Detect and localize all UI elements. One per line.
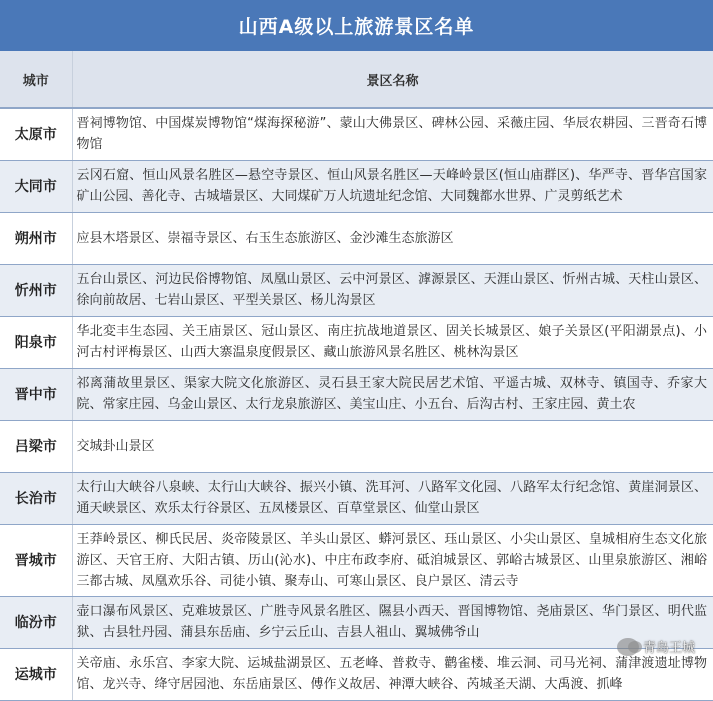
table-row bbox=[0, 420, 713, 472]
city-cell: 长治市 bbox=[0, 472, 72, 524]
city-cell: 晋中市 bbox=[0, 368, 72, 420]
spots-cell: 华北変丰生态园、关王庙景区、冠山景区、南庄抗战地道景区、固关长城景区、娘子关景区(平阳湖景点)、小河古村评梅景区、山西大寨温泉度假景区、藏山旅游风景名胜区、桃林沟景区 bbox=[72, 316, 713, 368]
wechat-icon bbox=[617, 638, 639, 656]
table-row bbox=[0, 160, 713, 212]
table-row bbox=[0, 212, 713, 264]
city-cell: 朔州市 bbox=[0, 212, 72, 264]
city-cell: 临汾市 bbox=[0, 596, 72, 648]
city-cell: 运城市 bbox=[0, 648, 72, 700]
spots-cell: 云冈石窟、恒山风景名胜区—悬空寺景区、恒山风景名胜区—天峰岭景区(恒山庙群区)、华严寺、晋华宫国家矿山公园、善化寺、古城墙景区、大同煤矿万人坑遗址纪念馆、大同魏都水世界、广灵剪纸艺术 bbox=[72, 160, 713, 212]
table-row bbox=[0, 596, 713, 648]
watermark-text: 青岛王城 bbox=[642, 641, 695, 656]
spots-cell: 壶口瀑布风景区、克难坡景区、广胜寺风景名胜区、隰县小西天、晋国博物馆、尧庙景区、华门景区、明代监狱、古县牡丹园、蒲县东岳庙、乡宁云丘山、吉县人祖山、翼城佛爷山 bbox=[72, 596, 713, 648]
city-cell: 阳泉市 bbox=[0, 316, 72, 368]
spots-cell: 祁离蒲故里景区、渠家大院文化旅游区、灵石县王家大院民居艺术馆、平遥古城、双林寺、镇国寺、乔家大院、常家庄园、乌金山景区、太行龙泉旅游区、美宝山庄、小五台、后沟古村、王家庄园、黄土农 bbox=[72, 368, 713, 420]
city-cell: 吕梁市 bbox=[0, 420, 72, 472]
spots-cell: 晋祠博物馆、中国煤炭博物馆“煤海探秘游”、蒙山大佛景区、碑林公园、采薇庄园、华辰农耕园、三晋奇石博物馆 bbox=[72, 108, 713, 160]
spots-cell: 王莽岭景区、柳氏民居、炎帝陵景区、羊头山景区、蟒河景区、珏山景区、小尖山景区、皇城相府生态文化旅游区、天官王府、大阳古镇、历山(沁水)、中庄布政李府、砥洎城景区、郭峪古城景区、山里泉旅游区、湘峪三都古城、凤凰欢乐谷、司徒小镇、聚寿山、可寒山景区、良户景区、清云寺 bbox=[72, 524, 713, 596]
spots-cell: 太行山大峡谷八泉峡、太行山大峡谷、振兴小镇、洗耳河、八路军文化园、八路军太行纪念馆、黄崖洞景区、通天峡景区、欢乐太行谷景区、五凤楼景区、百草堂景区、仙堂山景区 bbox=[72, 472, 713, 524]
city-cell: 大同市 bbox=[0, 160, 72, 212]
city-cell: 太原市 bbox=[0, 108, 72, 160]
table-row bbox=[0, 524, 713, 596]
table-row bbox=[0, 472, 713, 524]
spots-cell: 关帝庙、永乐宫、李家大院、运城盐湖景区、五老峰、普救寺、鹳雀楼、堆云洞、司马光祠、蒲津渡遗址博物馆、龙兴寺、绛守居园池、东岳庙景区、傅作义故居、神潭大峡谷、芮城圣天湖、大禹渡、抓峰 bbox=[72, 648, 713, 700]
watermark bbox=[617, 637, 695, 656]
column-header-city: 城市 bbox=[0, 51, 72, 108]
city-cell: 忻州市 bbox=[0, 264, 72, 316]
table-header-row bbox=[0, 51, 713, 108]
table-row bbox=[0, 368, 713, 420]
column-header-spots: 景区名称 bbox=[72, 51, 713, 108]
table-row bbox=[0, 316, 713, 368]
spots-cell: 应县木塔景区、崇福寺景区、右玉生态旅游区、金沙滩生态旅游区 bbox=[72, 212, 713, 264]
city-cell: 晋城市 bbox=[0, 524, 72, 596]
spots-cell: 交城卦山景区 bbox=[72, 420, 713, 472]
table-row bbox=[0, 264, 713, 316]
table-row bbox=[0, 108, 713, 160]
table-row bbox=[0, 648, 713, 700]
page-title: 山西A级以上旅游景区名单 bbox=[0, 0, 713, 51]
scenic-table bbox=[0, 51, 713, 701]
spots-cell: 五台山景区、河边民俗博物馆、凤凰山景区、云中河景区、滹源景区、天涯山景区、忻州古城、天柱山景区、徐向前故居、七岩山景区、平型关景区、杨儿沟景区 bbox=[72, 264, 713, 316]
